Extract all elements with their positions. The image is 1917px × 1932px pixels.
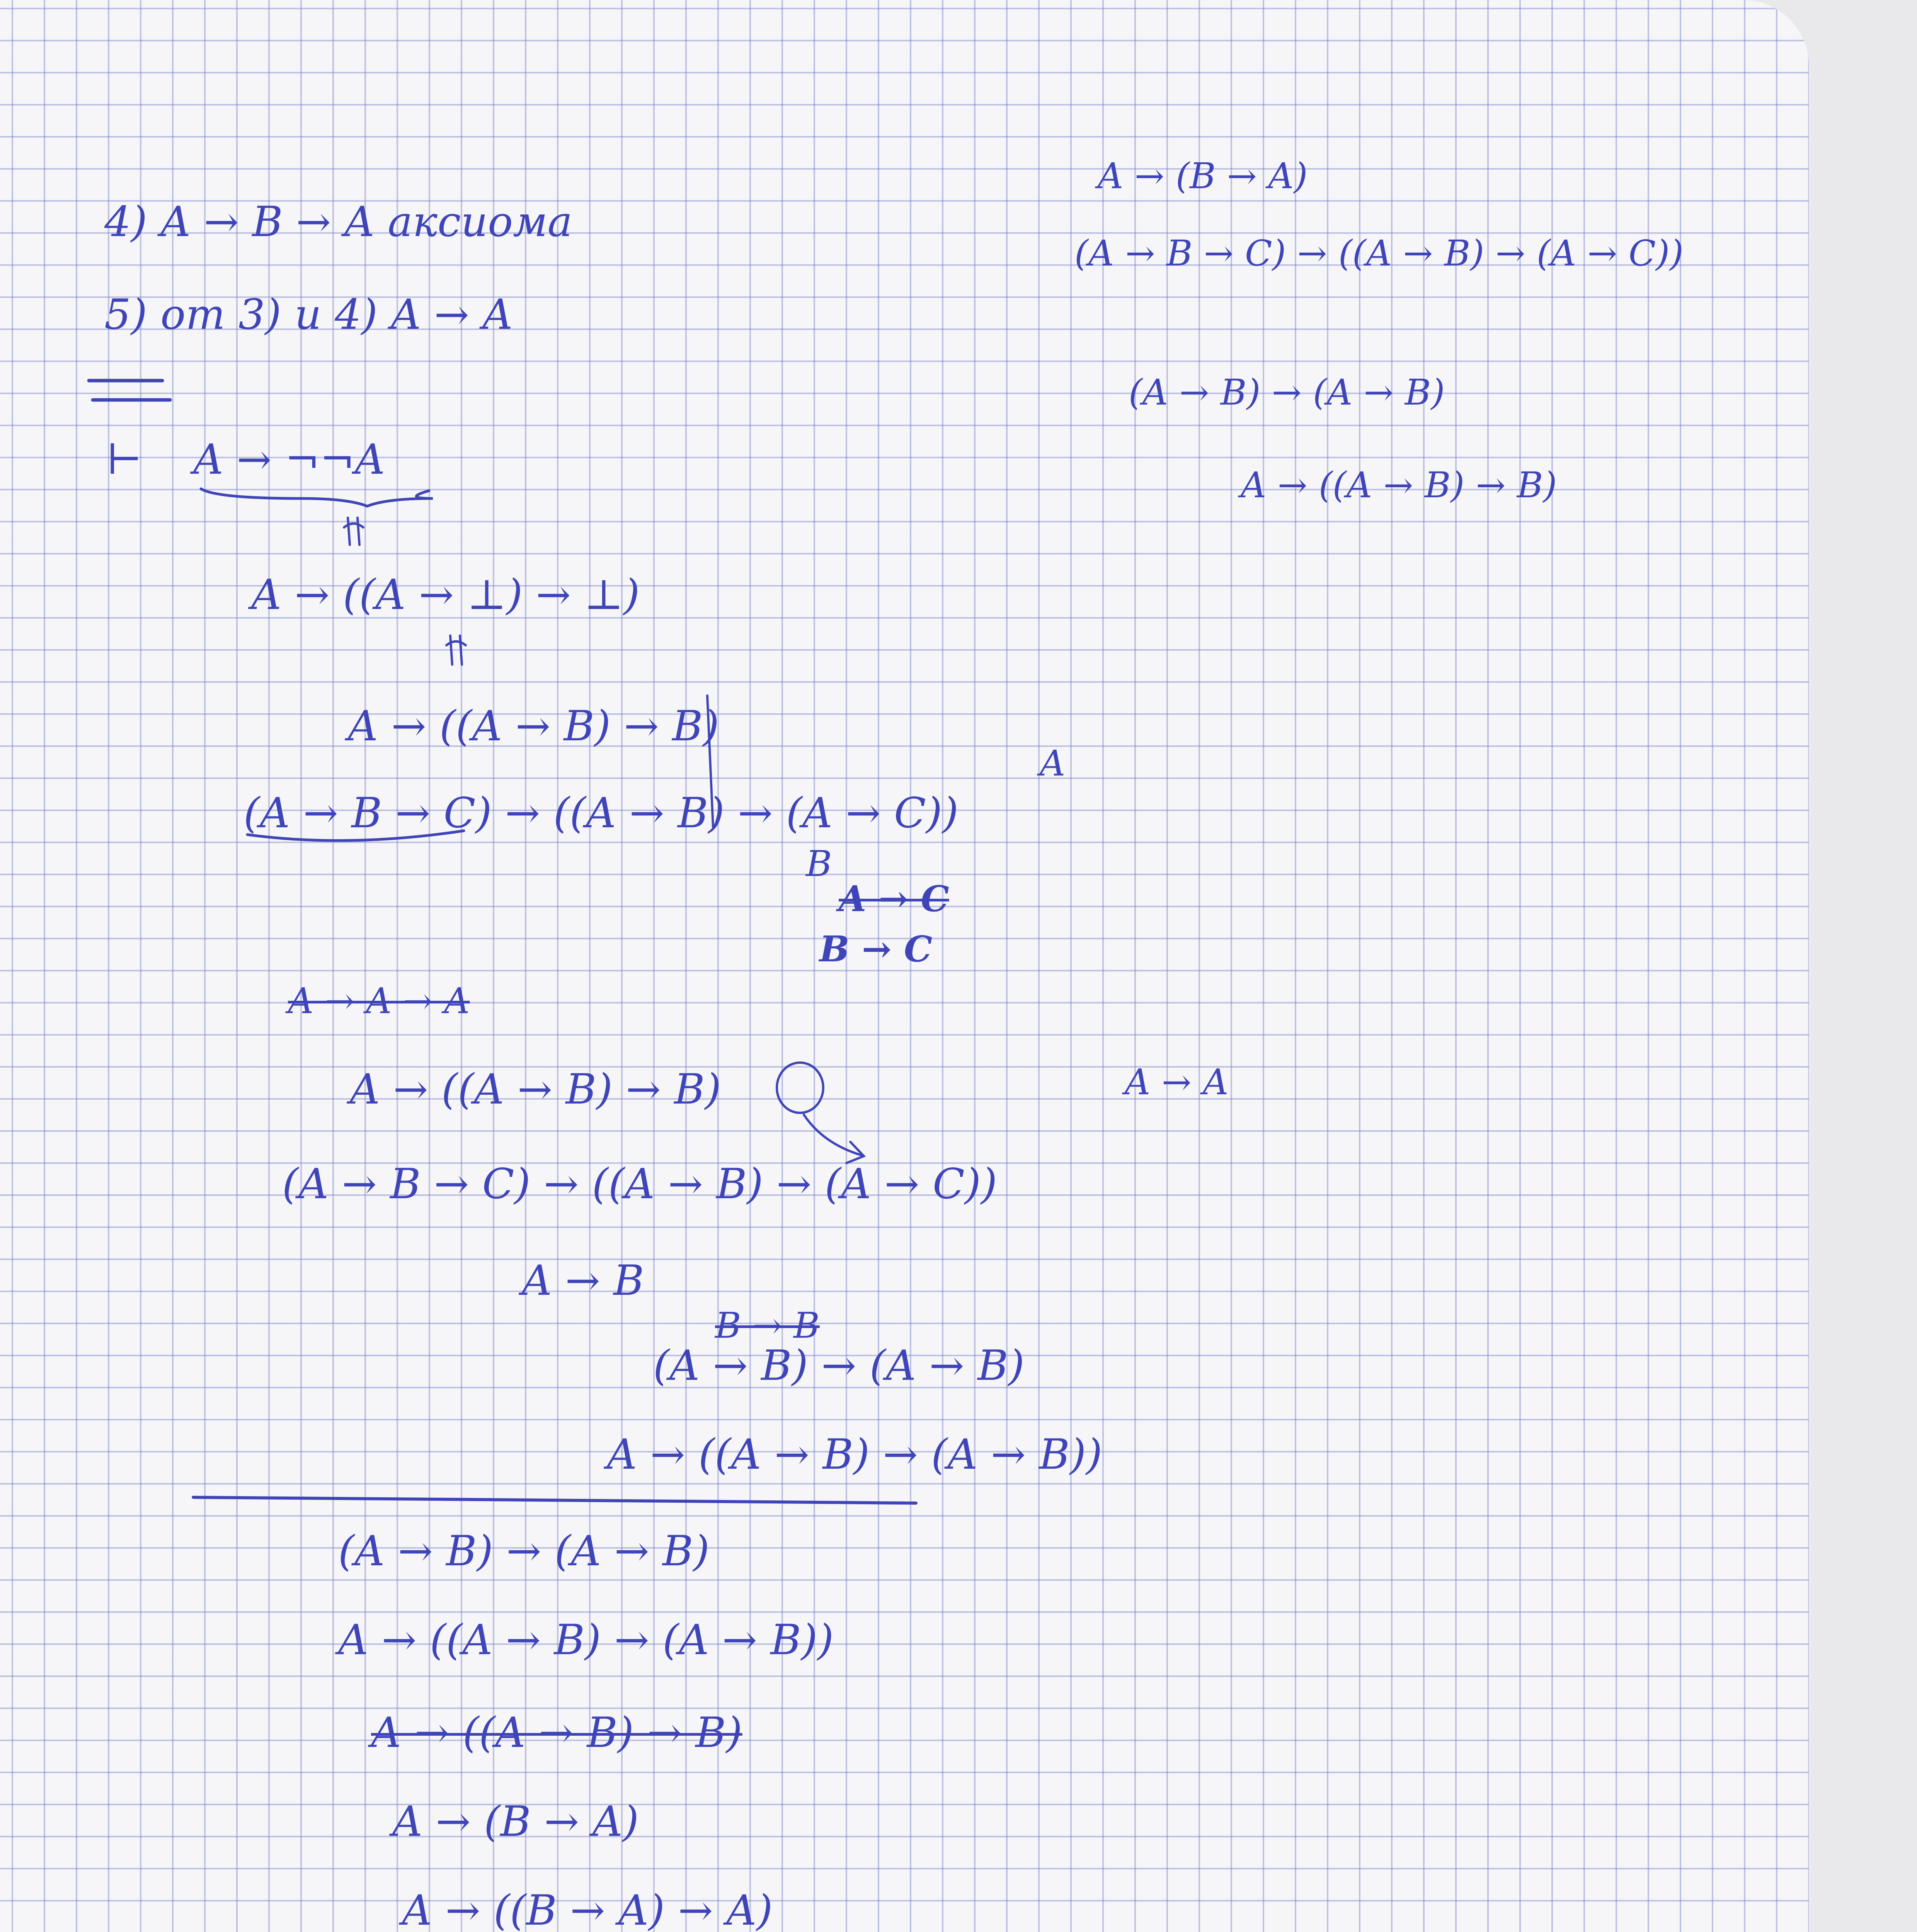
step-2-mark (707, 696, 713, 827)
side-struck-a-c: A → C (839, 878, 949, 920)
equivalence-mark-1 (344, 518, 363, 545)
middle-line-3: (A → B → C) → ((A → B) → (A → C)) (282, 1160, 997, 1208)
right-formula-4: A → ((A → B) → B) (1241, 464, 1557, 506)
proof-step-1: A → ((A → ⊥) → ⊥) (251, 571, 640, 619)
middle-line-5: B → B (715, 1305, 820, 1346)
side-letter-b: B (806, 843, 832, 884)
right-formula-3: (A → B) → (A → B) (1129, 372, 1445, 413)
bottom-line-1: (A → B) → (A → B) (338, 1527, 710, 1575)
equivalence-mark-2 (446, 636, 466, 665)
section-rule (193, 1497, 916, 1503)
proof-step-2: A → ((A → B) → B) (348, 702, 719, 750)
side-b-c: B → C (819, 928, 933, 970)
proof-goal: A → ¬¬A (193, 435, 385, 484)
bottom-line-4: A → (B → A) (392, 1798, 639, 1846)
middle-line-4: A → B (522, 1257, 644, 1305)
right-formula-2: (A → B → C) → ((A → B) → (A → C)) (1074, 233, 1684, 274)
step-3-underline (247, 831, 464, 840)
bottom-line-5: A → ((B → A) → A) (402, 1886, 773, 1932)
note-line-5: 5) от 3) и 4) A → A (104, 291, 513, 339)
turnstile: ⊢ (106, 435, 142, 484)
side-letter-a: A (1040, 743, 1066, 784)
middle-line-1: A → A → A (288, 980, 470, 1022)
goal-underbrace (201, 489, 433, 506)
circled-b (777, 1063, 823, 1113)
bottom-line-3: A → ((A → B) → B) (371, 1709, 742, 1757)
proof-step-3: (A → B → C) → ((A → B) → (A → C)) (243, 789, 958, 837)
middle-line-6: (A → B) → (A → B) (653, 1342, 1025, 1390)
circled-b-arrow (804, 1115, 864, 1163)
double-rule (89, 381, 170, 400)
middle-line-7: A → ((A → B) → (A → B)) (607, 1430, 1103, 1479)
right-formula-1: A → (B → A) (1098, 155, 1308, 197)
aside-a-a: A → A (1125, 1061, 1229, 1103)
bottom-line-2: A → ((A → B) → (A → B)) (338, 1616, 834, 1664)
middle-line-2: A → ((A → B) → B) (350, 1065, 721, 1114)
note-line-4: 4) A → B → A аксиома (104, 198, 573, 246)
